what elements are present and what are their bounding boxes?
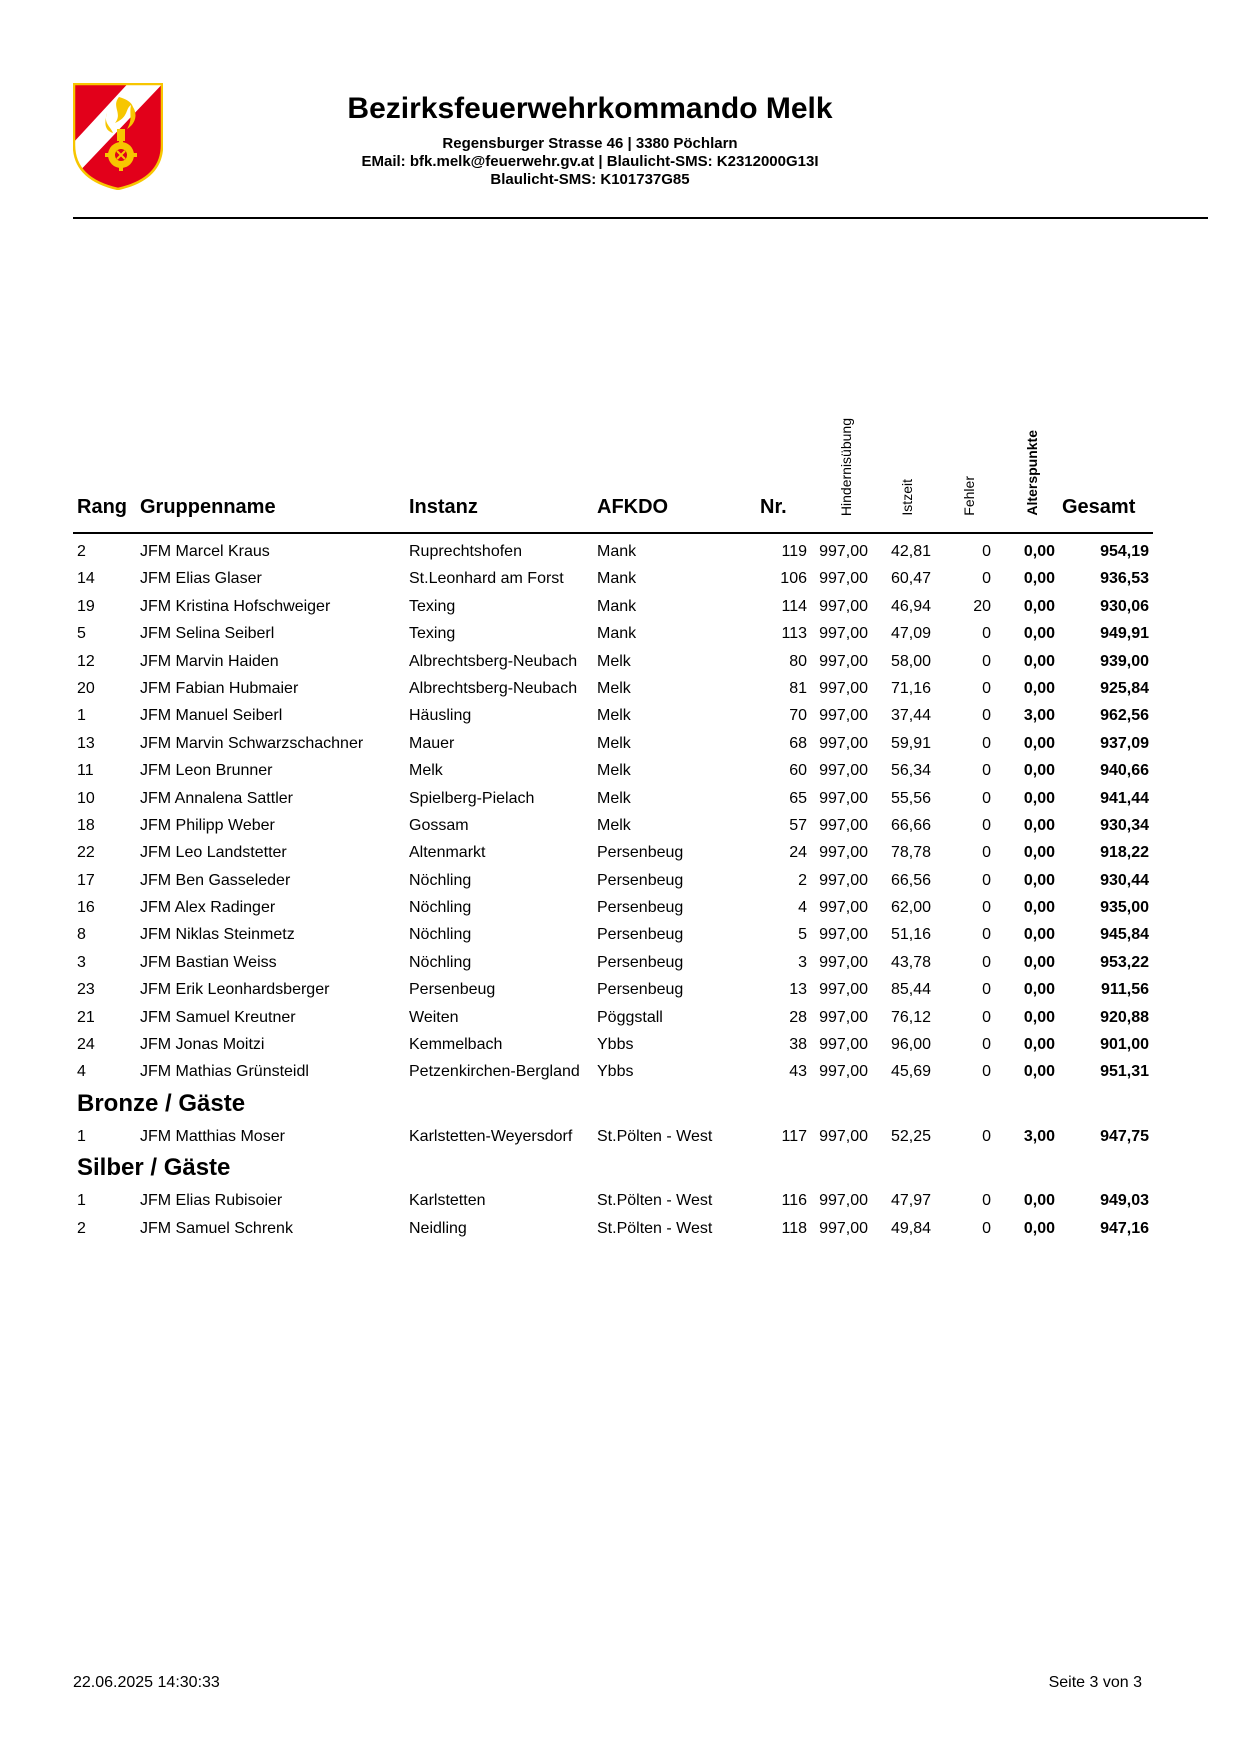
hindernisuebung-cell: 997,00 (819, 816, 868, 834)
gruppenname-cell: JFM Elias Rubisoier (140, 1192, 283, 1210)
instanz-cell: Petzenkirchen-Bergland (409, 1063, 580, 1081)
instanz-cell: Neidling (409, 1219, 467, 1237)
rang-cell: 12 (77, 652, 95, 670)
nr-cell: 57 (789, 816, 807, 834)
hindernisuebung-cell: 997,00 (819, 597, 868, 615)
rang-cell: 8 (77, 926, 86, 944)
page-number: Seite 3 von 3 (1048, 1674, 1142, 1691)
gruppenname-cell: JFM Leon Brunner (140, 762, 273, 780)
gesamt-cell: 962,56 (1100, 707, 1149, 725)
table-row (0, 840, 1240, 867)
afkdo-cell: Mank (597, 543, 637, 560)
nr-cell: 2 (798, 871, 807, 889)
fehler-cell: 0 (982, 1036, 991, 1054)
afkdo-cell: Melk (597, 816, 631, 834)
column-header-nr: Nr. (760, 496, 787, 518)
rang-cell: 22 (77, 844, 95, 862)
column-header-hindernisuebung: Hindernisübung (838, 417, 854, 516)
instanz-cell: Kemmelbach (409, 1036, 503, 1054)
gruppenname-cell: JFM Leo Landstetter (140, 844, 287, 862)
hindernisuebung-cell: 997,00 (819, 762, 868, 780)
column-header-alterspunkte: Alterspunkte (1024, 430, 1040, 516)
hindernisuebung-cell: 997,00 (819, 844, 868, 862)
istzeit-cell: 85,44 (890, 981, 931, 999)
istzeit-cell: 60,47 (890, 570, 931, 588)
gruppenname-cell: JFM Fabian Hubmaier (140, 679, 299, 697)
fehler-cell: 0 (982, 1008, 991, 1026)
rang-cell: 1 (77, 1192, 86, 1210)
rang-cell: 24 (77, 1036, 95, 1054)
alterspunkte-cell: 0,00 (1023, 1008, 1055, 1026)
table-row (0, 703, 1240, 730)
instanz-cell: Nöchling (409, 926, 472, 944)
table-row (0, 813, 1240, 840)
gesamt-cell: 947,16 (1100, 1219, 1149, 1237)
hindernisuebung-cell: 997,00 (819, 1192, 868, 1210)
table-header-divider (73, 532, 1153, 534)
fehler-cell: 20 (973, 597, 991, 615)
istzeit-cell: 47,09 (890, 625, 931, 643)
nr-cell: 113 (781, 625, 807, 643)
header-divider (73, 217, 1208, 219)
alterspunkte-cell: 0,00 (1023, 871, 1055, 889)
table-row (0, 786, 1240, 813)
gruppenname-cell: JFM Philipp Weber (140, 816, 275, 834)
instanz-cell: Mauer (409, 734, 455, 752)
hindernisuebung-cell: 997,00 (819, 1008, 868, 1026)
table-row (0, 594, 1240, 621)
instanz-cell: Gossam (409, 816, 469, 834)
istzeit-cell: 66,56 (890, 871, 931, 889)
instanz-cell: Spielberg-Pielach (409, 789, 535, 807)
gruppenname-cell: JFM Kristina Hofschweiger (140, 597, 331, 615)
gesamt-cell: 947,75 (1100, 1127, 1149, 1145)
instanz-cell: Texing (409, 625, 456, 643)
rang-cell: 10 (77, 789, 95, 807)
gesamt-cell: 925,84 (1100, 679, 1149, 697)
istzeit-cell: 59,91 (890, 734, 931, 752)
alterspunkte-cell: 3,00 (1023, 707, 1055, 725)
rang-cell: 1 (77, 707, 86, 725)
gesamt-cell: 953,22 (1100, 953, 1149, 971)
contact-line: EMail: bfk.melk@feuerwehr.gv.at | Blaulicht-SMS: K2312000G13I (361, 153, 819, 170)
alterspunkte-cell: 3,00 (1023, 1127, 1055, 1145)
gruppenname-cell: JFM Erik Leonhardsberger (140, 981, 330, 999)
alterspunkte-cell: 0,00 (1023, 652, 1055, 670)
fehler-cell: 0 (982, 1192, 991, 1210)
address-line: Regensburger Strasse 46 | 3380 Pöchlarn (442, 135, 738, 152)
alterspunkte-cell: 0,00 (1023, 1192, 1055, 1210)
istzeit-cell: 46,94 (890, 597, 931, 615)
fehler-cell: 0 (982, 570, 991, 588)
fehler-cell: 0 (982, 816, 991, 834)
fehler-cell: 0 (982, 652, 991, 670)
rang-cell: 17 (77, 871, 95, 889)
rang-cell: 13 (77, 734, 95, 752)
nr-cell: 68 (789, 734, 807, 752)
print-timestamp: 22.06.2025 14:30:33 (73, 1674, 220, 1691)
hindernisuebung-cell: 997,00 (819, 679, 868, 697)
gesamt-cell: 935,00 (1100, 899, 1149, 917)
gesamt-cell: 941,44 (1100, 789, 1149, 807)
alterspunkte-cell: 0,00 (1023, 543, 1055, 560)
afkdo-cell: Melk (597, 707, 631, 725)
table-row (0, 868, 1240, 895)
rang-cell: 19 (77, 597, 95, 615)
nr-cell: 4 (798, 899, 807, 917)
rang-cell: 2 (77, 543, 86, 560)
gruppenname-cell: JFM Marcel Kraus (140, 543, 270, 560)
fehler-cell: 0 (982, 543, 991, 560)
nr-cell: 114 (781, 597, 807, 615)
istzeit-cell: 66,66 (890, 816, 931, 834)
table-row (0, 621, 1240, 648)
column-header-gesamt: Gesamt (1062, 496, 1136, 518)
nr-cell: 3 (798, 953, 807, 971)
afkdo-cell: Melk (597, 652, 631, 670)
hindernisuebung-cell: 997,00 (819, 926, 868, 944)
column-header-afkdo: AFKDO (597, 496, 669, 518)
gesamt-cell: 920,88 (1100, 1008, 1149, 1026)
rang-cell: 23 (77, 981, 95, 999)
fehler-cell: 0 (982, 762, 991, 780)
alterspunkte-cell: 0,00 (1023, 899, 1055, 917)
gruppenname-cell: JFM Bastian Weiss (140, 953, 277, 971)
hindernisuebung-cell: 997,00 (819, 652, 868, 670)
alterspunkte-cell: 0,00 (1023, 679, 1055, 697)
hindernisuebung-cell: 997,00 (819, 789, 868, 807)
istzeit-cell: 43,78 (890, 953, 931, 971)
gesamt-cell: 954,19 (1100, 543, 1149, 560)
fehler-cell: 0 (982, 789, 991, 807)
gesamt-cell: 951,31 (1100, 1063, 1149, 1081)
alterspunkte-cell: 0,00 (1023, 570, 1055, 588)
fehler-cell: 0 (982, 1063, 991, 1081)
instanz-cell: Persenbeug (409, 981, 496, 999)
istzeit-cell: 42,81 (890, 543, 931, 560)
alterspunkte-cell: 0,00 (1023, 1063, 1055, 1081)
gruppenname-cell: JFM Matthias Moser (140, 1127, 285, 1145)
table-row (0, 1124, 1240, 1151)
column-header-rang: Rang (77, 496, 127, 518)
afkdo-cell: Melk (597, 789, 631, 807)
gruppenname-cell: JFM Samuel Kreutner (140, 1008, 296, 1026)
gesamt-cell: 911,56 (1100, 981, 1149, 999)
gesamt-cell: 949,91 (1100, 625, 1149, 643)
afkdo-cell: St.Pölten - West (597, 1192, 713, 1210)
gruppenname-cell: JFM Ben Gasseleder (140, 871, 291, 889)
fehler-cell: 0 (982, 707, 991, 725)
instanz-cell: Nöchling (409, 871, 472, 889)
gruppenname-cell: JFM Samuel Schrenk (140, 1219, 293, 1237)
hindernisuebung-cell: 997,00 (819, 1219, 868, 1237)
nr-cell: 80 (789, 652, 807, 670)
rang-cell: 1 (77, 1127, 86, 1145)
nr-cell: 106 (780, 570, 807, 588)
gesamt-cell: 930,34 (1100, 816, 1149, 834)
afkdo-cell: Melk (597, 679, 631, 697)
rang-cell: 14 (77, 570, 95, 588)
table-row (0, 731, 1240, 758)
afkdo-cell: Ybbs (597, 1063, 634, 1081)
hindernisuebung-cell: 997,00 (819, 707, 868, 725)
afkdo-cell: Persenbeug (597, 899, 684, 917)
gruppenname-cell: JFM Elias Glaser (140, 570, 262, 588)
table-row (0, 1059, 1240, 1086)
fehler-cell: 0 (982, 734, 991, 752)
table-row (0, 566, 1240, 593)
hindernisuebung-cell: 997,00 (819, 1036, 868, 1054)
table-row (0, 922, 1240, 949)
table-row (0, 1005, 1240, 1032)
nr-cell: 65 (789, 789, 807, 807)
alterspunkte-cell: 0,00 (1023, 926, 1055, 944)
alterspunkte-cell: 0,00 (1023, 625, 1055, 643)
instanz-cell: Nöchling (409, 899, 472, 917)
rang-cell: 20 (77, 679, 95, 697)
nr-cell: 28 (789, 1008, 807, 1026)
rang-cell: 4 (77, 1063, 86, 1081)
gruppenname-cell: JFM Niklas Steinmetz (140, 926, 295, 944)
gruppenname-cell: JFM Mathias Grünsteidl (140, 1063, 309, 1081)
nr-cell: 5 (798, 926, 807, 944)
gesamt-cell: 936,53 (1100, 570, 1149, 588)
rang-cell: 5 (77, 625, 86, 643)
fehler-cell: 0 (982, 899, 991, 917)
gesamt-cell: 930,06 (1100, 597, 1149, 615)
hindernisuebung-cell: 997,00 (819, 871, 868, 889)
alterspunkte-cell: 0,00 (1023, 762, 1055, 780)
instanz-cell: Karlstetten-Weyersdorf (409, 1127, 573, 1145)
alterspunkte-cell: 0,00 (1023, 1036, 1055, 1054)
istzeit-cell: 47,97 (890, 1192, 931, 1210)
gesamt-cell: 901,00 (1100, 1036, 1149, 1054)
gesamt-cell: 940,66 (1100, 762, 1149, 780)
gruppenname-cell: JFM Jonas Moitzi (140, 1036, 265, 1054)
istzeit-cell: 76,12 (890, 1008, 931, 1026)
rang-cell: 21 (77, 1008, 95, 1026)
afkdo-cell: Ybbs (597, 1036, 634, 1054)
istzeit-cell: 37,44 (890, 707, 931, 725)
fehler-cell: 0 (982, 1127, 991, 1145)
column-header-instanz: Instanz (409, 496, 478, 518)
afkdo-cell: St.Pölten - West (597, 1127, 713, 1145)
instanz-cell: Häusling (409, 707, 472, 725)
rang-cell: 3 (77, 953, 86, 971)
istzeit-cell: 71,16 (890, 679, 931, 697)
sms-line: Blaulicht-SMS: K101737G85 (490, 171, 690, 188)
column-header-fehler: Fehler (961, 476, 977, 516)
hindernisuebung-cell: 997,00 (819, 543, 868, 560)
afkdo-cell: Persenbeug (597, 926, 684, 944)
istzeit-cell: 58,00 (890, 652, 931, 670)
nr-cell: 116 (781, 1192, 807, 1210)
instanz-cell: Nöchling (409, 953, 472, 971)
afkdo-cell: Melk (597, 762, 631, 780)
table-row (0, 539, 1240, 566)
table-row (0, 1032, 1240, 1059)
fehler-cell: 0 (982, 953, 991, 971)
instanz-cell: Karlstetten (409, 1192, 486, 1210)
silber-rows (0, 1188, 1240, 1243)
hindernisuebung-cell: 997,00 (819, 899, 868, 917)
hindernisuebung-cell: 997,00 (819, 734, 868, 752)
instanz-cell: St.Leonhard am Forst (409, 570, 564, 588)
table-row (0, 895, 1240, 922)
instanz-cell: Melk (409, 762, 443, 780)
results-table (0, 539, 1240, 1243)
istzeit-cell: 56,34 (890, 762, 931, 780)
afkdo-cell: Pöggstall (597, 1008, 663, 1026)
nr-cell: 60 (789, 762, 807, 780)
table-row (0, 950, 1240, 977)
gruppenname-cell: JFM Selina Seiberl (140, 625, 275, 643)
gesamt-cell: 930,44 (1100, 871, 1149, 889)
alterspunkte-cell: 0,00 (1023, 597, 1055, 615)
nr-cell: 81 (789, 679, 807, 697)
hindernisuebung-cell: 997,00 (819, 953, 868, 971)
rang-cell: 11 (77, 762, 94, 780)
nr-cell: 70 (789, 707, 807, 725)
istzeit-cell: 62,00 (890, 899, 931, 917)
nr-cell: 38 (789, 1036, 807, 1054)
table-row (0, 977, 1240, 1004)
gesamt-cell: 949,03 (1100, 1192, 1149, 1210)
afkdo-cell: Persenbeug (597, 953, 684, 971)
afkdo-cell: Persenbeug (597, 871, 684, 889)
alterspunkte-cell: 0,00 (1023, 816, 1055, 834)
gruppenname-cell: JFM Marvin Schwarzschachner (140, 734, 364, 752)
nr-cell: 117 (781, 1127, 807, 1145)
fehler-cell: 0 (982, 926, 991, 944)
afkdo-cell: Mank (597, 570, 637, 588)
fehler-cell: 0 (982, 625, 991, 643)
istzeit-cell: 55,56 (890, 789, 931, 807)
nr-cell: 119 (781, 543, 807, 560)
afkdo-cell: Persenbeug (597, 844, 684, 862)
table-row (0, 758, 1240, 785)
section-title-silber (0, 1151, 1240, 1188)
section-title-text: Silber / Gäste (77, 1154, 231, 1182)
hindernisuebung-cell: 997,00 (819, 570, 868, 588)
table-row (0, 1216, 1240, 1243)
instanz-cell: Texing (409, 597, 456, 615)
nr-cell: 13 (789, 981, 807, 999)
rang-cell: 16 (77, 899, 95, 917)
fire-brigade-emblem-icon (73, 83, 163, 190)
hindernisuebung-cell: 997,00 (819, 625, 868, 643)
fehler-cell: 0 (982, 981, 991, 999)
fehler-cell: 0 (982, 844, 991, 862)
gesamt-cell: 918,22 (1100, 844, 1149, 862)
istzeit-cell: 45,69 (890, 1063, 931, 1081)
afkdo-cell: Mank (597, 625, 637, 643)
afkdo-cell: Melk (597, 734, 631, 752)
hindernisuebung-cell: 997,00 (819, 981, 868, 999)
alterspunkte-cell: 0,00 (1023, 789, 1055, 807)
alterspunkte-cell: 0,00 (1023, 1219, 1055, 1237)
afkdo-cell: Persenbeug (597, 981, 684, 999)
istzeit-cell: 96,00 (890, 1036, 931, 1054)
instanz-cell: Albrechtsberg-Neubach (409, 652, 578, 670)
nr-cell: 43 (789, 1063, 807, 1081)
alterspunkte-cell: 0,00 (1023, 953, 1055, 971)
gruppenname-cell: JFM Alex Radinger (140, 899, 276, 917)
afkdo-cell: St.Pölten - West (597, 1219, 713, 1237)
gesamt-cell: 937,09 (1100, 734, 1149, 752)
fehler-cell: 0 (982, 679, 991, 697)
nr-cell: 118 (781, 1219, 807, 1237)
gesamt-cell: 945,84 (1100, 926, 1149, 944)
bronze-rows (0, 1124, 1240, 1151)
fehler-cell: 0 (982, 1219, 991, 1237)
afkdo-cell: Mank (597, 597, 637, 615)
instanz-cell: Albrechtsberg-Neubach (409, 679, 578, 697)
instanz-cell: Weiten (409, 1008, 459, 1026)
column-header-istzeit: Istzeit (899, 479, 915, 516)
alterspunkte-cell: 0,00 (1023, 844, 1055, 862)
rang-cell: 2 (77, 1219, 86, 1237)
gruppenname-cell: JFM Annalena Sattler (140, 789, 293, 807)
gesamt-cell: 939,00 (1100, 652, 1149, 670)
istzeit-cell: 49,84 (890, 1219, 931, 1237)
gruppenname-cell: JFM Manuel Seiberl (140, 707, 283, 725)
column-header-gruppenname: Gruppenname (140, 496, 276, 518)
alterspunkte-cell: 0,00 (1023, 981, 1055, 999)
hindernisuebung-cell: 997,00 (819, 1127, 868, 1145)
table-row (0, 1188, 1240, 1215)
nr-cell: 24 (789, 844, 807, 862)
instanz-cell: Ruprechtshofen (409, 543, 522, 560)
istzeit-cell: 52,25 (890, 1127, 931, 1145)
alterspunkte-cell: 0,00 (1023, 734, 1055, 752)
table-row (0, 649, 1240, 676)
hindernisuebung-cell: 997,00 (819, 1063, 868, 1081)
gruppenname-cell: JFM Marvin Haiden (140, 652, 279, 670)
page-title: Bezirksfeuerwehrkommando Melk (347, 92, 833, 125)
istzeit-cell: 51,16 (890, 926, 931, 944)
table-row (0, 676, 1240, 703)
section-title-text: Bronze / Gäste (77, 1089, 246, 1117)
instanz-cell: Altenmarkt (409, 844, 486, 862)
fehler-cell: 0 (982, 871, 991, 889)
istzeit-cell: 78,78 (890, 844, 931, 862)
section-title-bronze (0, 1087, 1240, 1124)
rang-cell: 18 (77, 816, 95, 834)
main-rows (0, 539, 1240, 1087)
